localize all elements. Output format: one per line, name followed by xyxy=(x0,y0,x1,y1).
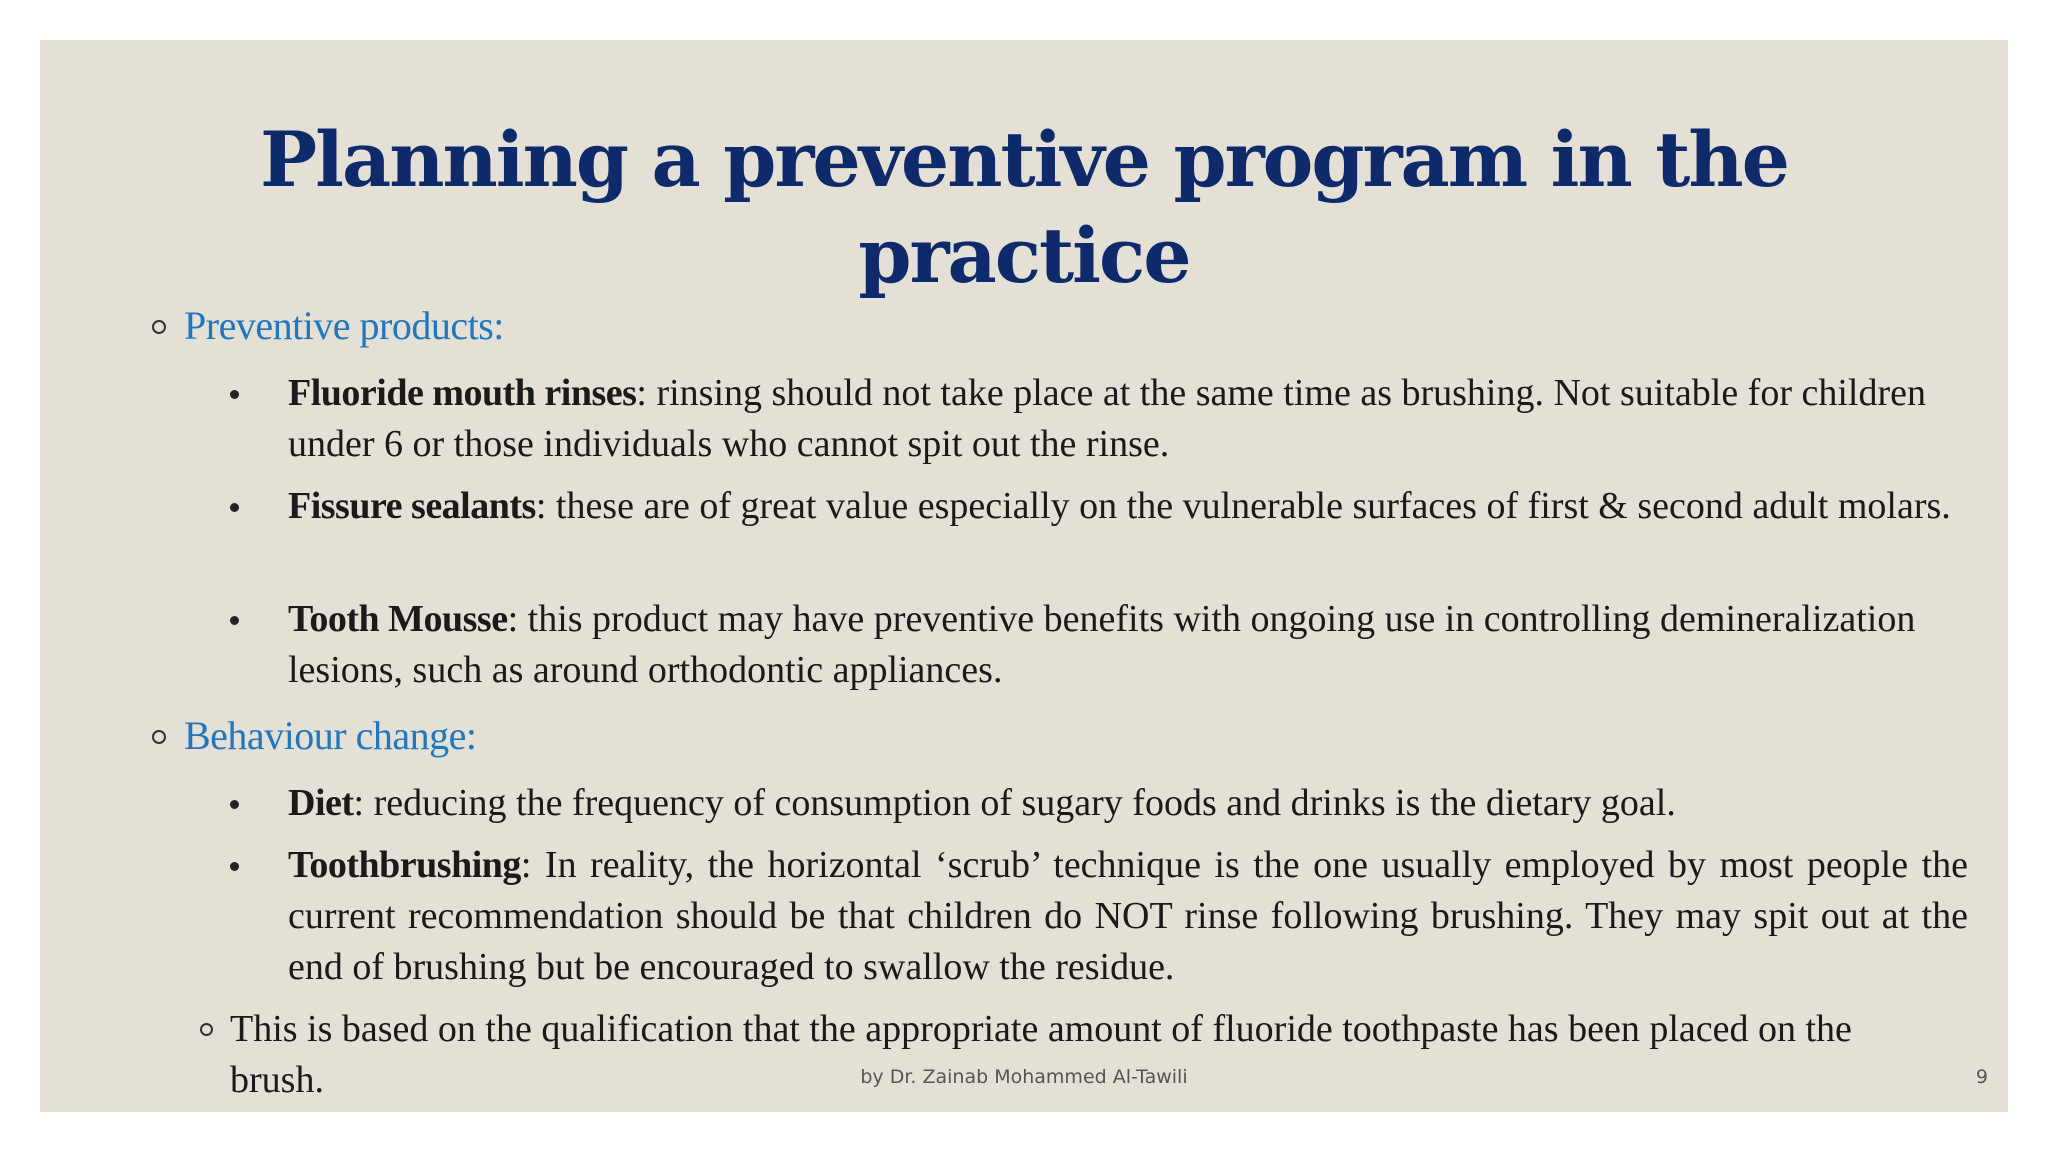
list-item-text: : reducing the frequency of consumption of sugary foods and drinks is the dietary goal. xyxy=(353,782,1676,824)
list-item-term: Fissure sealants xyxy=(288,485,536,527)
list-item-toothbrushing xyxy=(288,840,1968,993)
list-item-fissure-sealants xyxy=(288,481,1968,532)
list-item-tooth-mousse xyxy=(288,594,1968,696)
hollow-circle-bullet-icon xyxy=(200,1023,213,1036)
note-fluoride-toothpaste xyxy=(230,1004,1930,1106)
bullet-dot-icon xyxy=(230,800,239,809)
list-item-term: Toothbrushing xyxy=(288,844,521,886)
slide-content xyxy=(40,40,2008,1112)
list-item-diet xyxy=(288,778,1968,829)
list-item-term: Tooth Mousse xyxy=(288,598,508,640)
slide-page-number: 9 xyxy=(1975,1066,1988,1088)
slide-footer-author: by Dr. Zainab Mohammed Al-Tawili xyxy=(860,1066,1188,1088)
note-text: This is based on the qualification that the appropriate amount of fluoride toothpaste has been placed on the brush. xyxy=(230,1008,1852,1101)
list-item-text: : these are of great value especially on the vulnerable surfaces of first & second adult molars. xyxy=(535,485,1951,527)
section-heading-preventive-products xyxy=(152,302,504,349)
bullet-dot-icon xyxy=(230,862,239,871)
section-heading-behaviour-change xyxy=(152,712,477,759)
slide xyxy=(40,40,2008,1112)
bullet-dot-icon xyxy=(230,503,239,512)
bullet-dot-icon xyxy=(230,616,239,625)
hollow-circle-bullet-icon xyxy=(152,320,166,334)
list-item-term: Fluoride mouth rinses xyxy=(288,372,637,414)
list-item-text: : rinsing should not take place at the same time as brushing. Not suitable for children under 6 or those individuals who cannot spit out the rinse. xyxy=(288,372,1926,465)
bullet-dot-icon xyxy=(230,390,239,399)
slide-title-line-1: Planning a preventive program in the xyxy=(260,115,1788,204)
hollow-circle-bullet-icon xyxy=(152,730,166,744)
list-item-term: Diet xyxy=(288,782,354,824)
slide-title-line-2: practice xyxy=(858,211,1190,300)
list-item-fluoride-mouth-rinses xyxy=(288,368,1968,470)
list-item-text: : this product may have preventive benefits with ongoing use in controlling demineralization lesions, such as around orthodontic appliances. xyxy=(288,598,1916,691)
list-item-text: : In reality, the horizontal ‘scrub’ technique is the one usually employed by most people the current recommendation should be that children do NOT rinse following brushing. They may spit out at the end of brushing but be encouraged to swallow the residue. xyxy=(288,844,1968,988)
section-heading-text: Preventive products: xyxy=(184,303,504,348)
section-heading-text: Behaviour change: xyxy=(184,713,477,758)
